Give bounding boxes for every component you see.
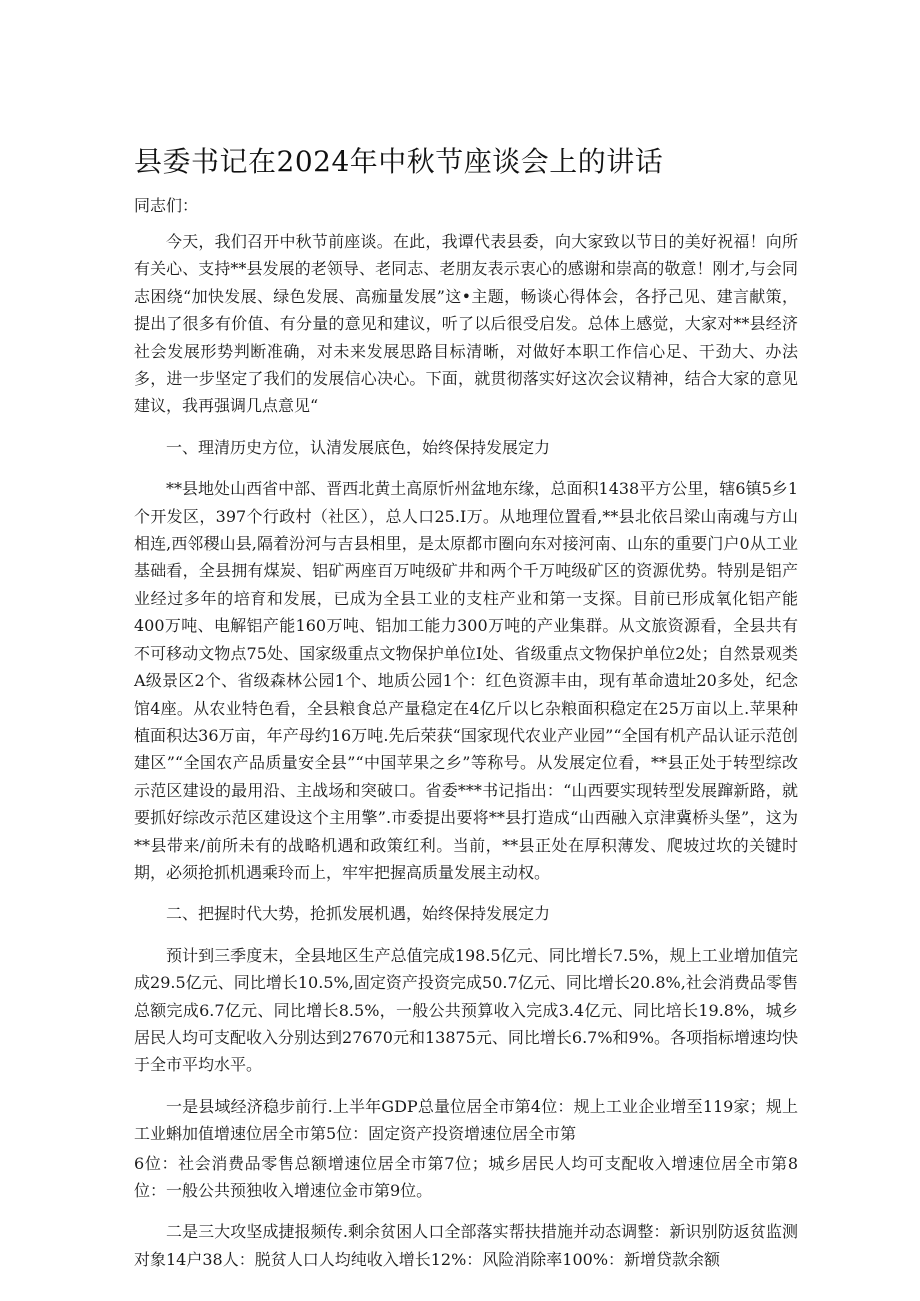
paragraph-intro: 今天，我们召开中秋节前座谈。在此，我谭代表县委，向大家致以节日的美好祝福！向所有关心、支持**县发展的老领导、老同志、老朋友表示衷心的感谢和崇高的敬意！刚才,与会同志困绕“加快发展、绿色发展、高痂量发展”这•主题，畅谈心得体会，各抒己见、建言献策，提出了很多有价值、有分量的意见和建议，听了以后很受启发。总体上感觉，大家对**县经济社会发展形势判断准确，对未来发展思路目标清晰，对做好本职工作信心足、干劲大、办法多，进一步坚定了我们的发展信心决心。下面，就贯彻落实好这次会议精神，结合大家的意见建议，我再强调几点意见“ <box>134 232 798 416</box>
paragraph-economic-indicators: 预计到三季度末，全县地区生产总值完成198.5亿元、同比增长7.5%，规上工业增加值完成29.5亿元、同比增长10.5%,固定资产投资完成50.7亿元、同比增长20.8%,社会消费品零售总额完成6.7亿元、同比增长8.5%，一般公共预算收入完成3.4亿元、同比培长19.8%，城乡居民人均可支配收入分别达到27670元和13875元、同比增长6.7%和9%。各项指标增速均快于全市平均水平。 <box>134 945 798 1075</box>
salutation: 同志们： <box>134 196 199 215</box>
document-body <box>134 228 798 1287</box>
paragraph-county-economy-cont: 6位：社会消费品零售总额增速位居全市第7位；城乡居民人均可支配收入增速位居全市第8位：一般公共预独收入增速位金市第9位。 <box>134 1153 798 1200</box>
section-heading-2: 二、把握时代大势，抢抓发展机遇，始终保持发展定力 <box>166 904 551 924</box>
document-title: 县委书记在2024年中秋节座谈会上的讲话 <box>134 145 664 178</box>
paragraph-three-battles: 二是三大攻坚成捷报频传.剩余贫困人口全部落实帮扶措施并动态调整：新识别防返贫监测对象14户38人：脱贫人口人均纯收入增长12%：风险消除率100%：新增贷款余额 <box>134 1222 798 1269</box>
paragraph-county-overview: **县地处山西省中部、晋西北黄土高原忻州盆地东缘，总面积1438平方公里，辖6镇5乡1个开发区，397个行政村（社区），总人口25.I万。从地理位置看,**县北依吕梁山南魂与方山相连,西邻稷山县,隔着汾河与吉县相里，是太原都市圈向东对接河南、山东的重要门户0从工业基础看，全县拥有煤炭、铝矿两座百万吨级矿井和两个千万吨级矿区的资源优势。特别是铝产业经过多年的培育和发展，已成为全县工业的支柱产业和第一支探。目前已形成氧化铝产能400万吨、电解铝产能160万吨、铝加工能力300万吨的产业集群。从文旅资源看，全县共有不可移动文物点75处、国家级重点文物保护单位I处、省级重点文物保护单位2处；自然景观类A级景区2个、省级森林公园1个、地质公园1个：红色资源丰由，现有革命遗址20多处，纪念馆4座。从农业特色看，全县粮食总产量稳定在4亿斤以匕杂粮面积稳定在25万亩以上.苹果种植面积达36万亩，年产母约16万吨.先后荣获“国家现代农业产业园”“全国有机产品认证示范创建区”“全国农产品质量安全县”“中国苹果之乡”等称号。从发展定位看，**县正处于转型综改示范区建设的最用沿、主战场和突破口。省委***书记指出：“山西要实现转型发展蹿新路，就要抓好综改示范区建设这个主用擎”.市委提出要将**县打造成“山西融入京津冀桥头堡”，这为**县带来/前所未有的战略机遇和政策红利。当前，**县正处在厚积薄发、爬坡过坎的关键时期，必须抢抓机遇乘玲而上，牢牢把握高质量发展主动权。 <box>134 479 798 882</box>
paragraph-county-economy: 一是县域经济稳步前行.上半年GDP总量位居全市第4位：规上工业企业增至119家；规上工业蝌加值增速位居全市第5位：固定资产投资增速位居全市第 <box>134 1096 798 1144</box>
section-heading-1: 一、理清历史方位，认清发展底色，始终保持发展定力 <box>166 437 551 457</box>
